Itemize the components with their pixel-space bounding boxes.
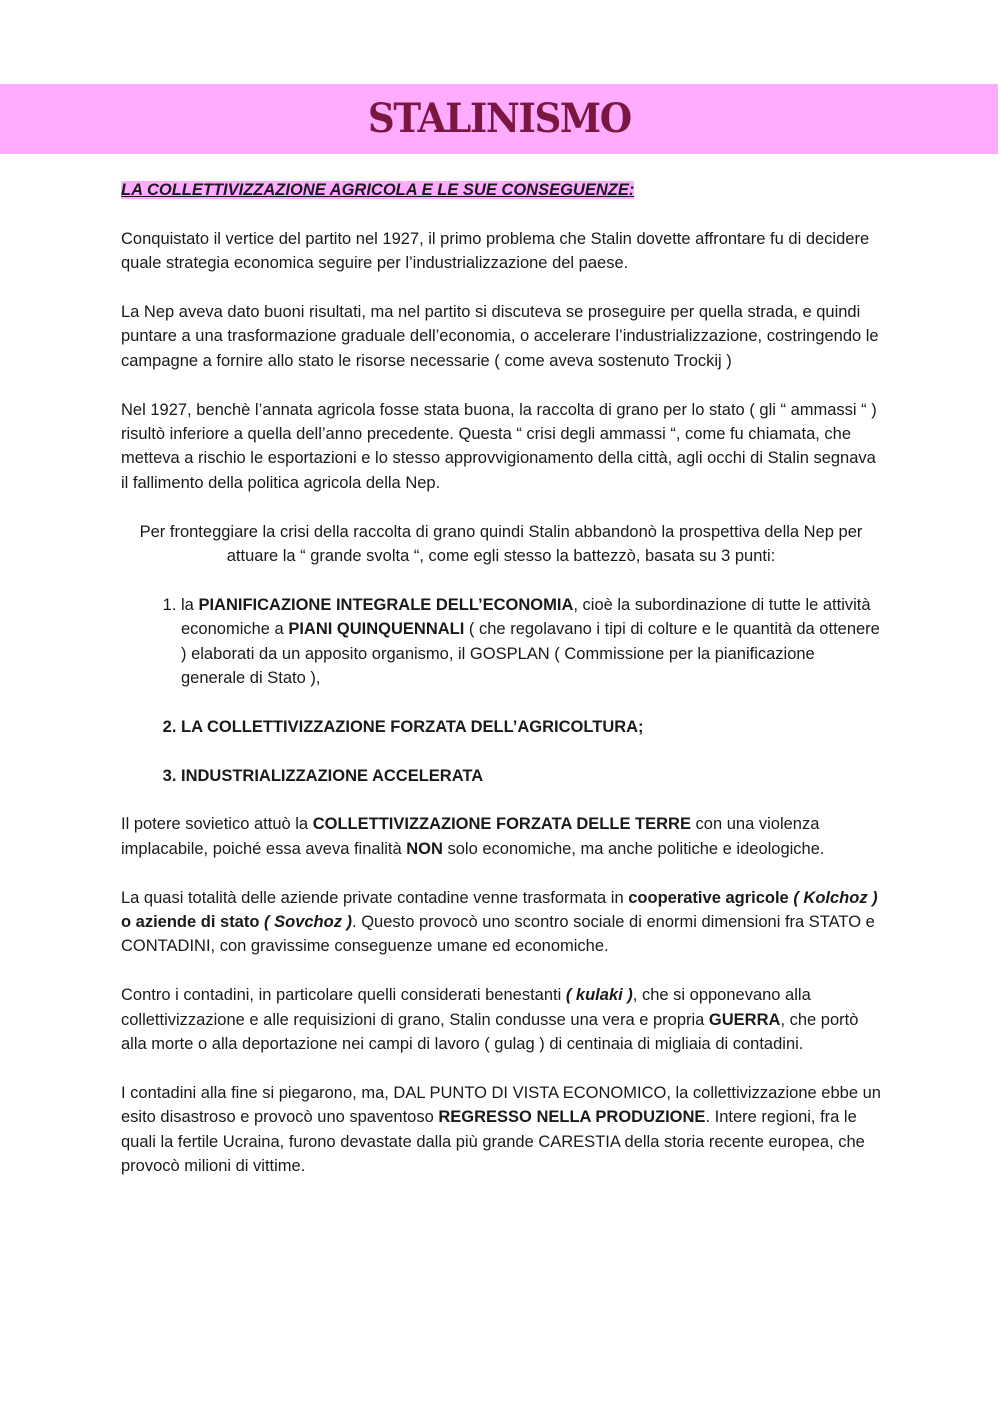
paragraph-8: I contadini alla fine si piegarono, ma, DAL PUNTO DI VISTA ECONOMICO, la collettivizzazione ebbe un esito disastroso e provocò uno spaventoso REGRESSO NELLA PRODUZIONE. Intere regioni, fra le quali la fertile Ucraina, furono devastate dalla più grande CARESTIA della storia recente europea, che provocò milioni di vittime. [121,1083,881,1176]
paragraph-4: Per fronteggiare la crisi della raccolta di grano quindi Stalin abbandonò la prospettiva della Nep per attuare la “ grande svolta “, come egli stesso la battezzò, basata su 3 punti: [139,522,863,566]
list-item: 2. LA COLLETTIVIZZAZIONE FORZATA DELL’AGRICOLTURA; [181,715,881,739]
section-heading: LA COLLETTIVIZZAZIONE AGRICOLA E LE SUE CONSEGUENZE: [121,181,635,199]
paragraph-6: La quasi totalità delle aziende private contadine venne trasformata in cooperative agricole ( Kolchoz ) o aziende di stato ( Sovchoz ). Questo provocò uno scontro sociale di enormi dimensioni fra STATO e CONTADINI, con gravissime conseguenze umane ed economiche. [121,888,878,956]
title-banner [0,84,998,154]
list-item: 1. la PIANIFICAZIONE INTEGRALE DELL’ECONOMIA, cioè la subordinazione di tutte le attività economiche a PIANI QUINQUENNALI ( che regolavano i tipi di colture e le quantità da ottenere ) elaborati da un apposito organismo, il GOSPLAN ( Commissione per la pianificazione generale di Stato ), [181,593,881,691]
paragraph-1: Conquistato il vertice del partito nel 1927, il primo problema che Stalin dovette affrontare fu di decidere quale strategia economica seguire per l’industrializzazione del paese. [121,229,870,273]
list-item: 3. INDUSTRIALIZZAZIONE ACCELERATA [181,764,881,788]
document-body [121,178,881,1203]
page-title: STALINISMO [367,95,631,142]
paragraph-3: Nel 1927, benchè l’annata agricola fosse stata buona, la raccolta di grano per lo stato ( gli “ ammassi “ ) risultò inferiore a quella dell’anno precedente. Questa “ crisi degli ammassi “, come fu chiamata, che metteva a rischio le esportazioni e lo stesso approvvigionamento della città, agli occhi di Stalin segnava il fallimento della politica agricola della Nep. [121,400,877,492]
paragraph-7: Contro i contadini, in particolare quelli considerati benestanti ( kulaki ), che si opponevano alla collettivizzazione e alle requisizioni di grano, Stalin condusse una vera e propria GUERRA, che portò alla morte o alla deportazione nei campi di lavoro ( gulag ) di centinaia di migliaia di contadini. [121,986,859,1054]
paragraph-2: La Nep aveva dato buoni risultati, ma nel partito si discuteva se proseguire per quella strada, e quindi puntare a una trasformazione graduale dell’economia, o accelerare l’industrializzazione, costringendo le campagne a fornire allo stato le risorse necessarie ( come aveva sostenuto Trockij ) [121,303,879,370]
section-heading-paragraph [121,178,881,202]
paragraph-5: Il potere sovietico attuò la COLLETTIVIZZAZIONE FORZATA DELLE TERRE con una violenza implacabile, poiché essa aveva finalità NON solo economiche, ma anche politiche e ideologiche. [121,815,825,858]
points-list [121,593,881,788]
